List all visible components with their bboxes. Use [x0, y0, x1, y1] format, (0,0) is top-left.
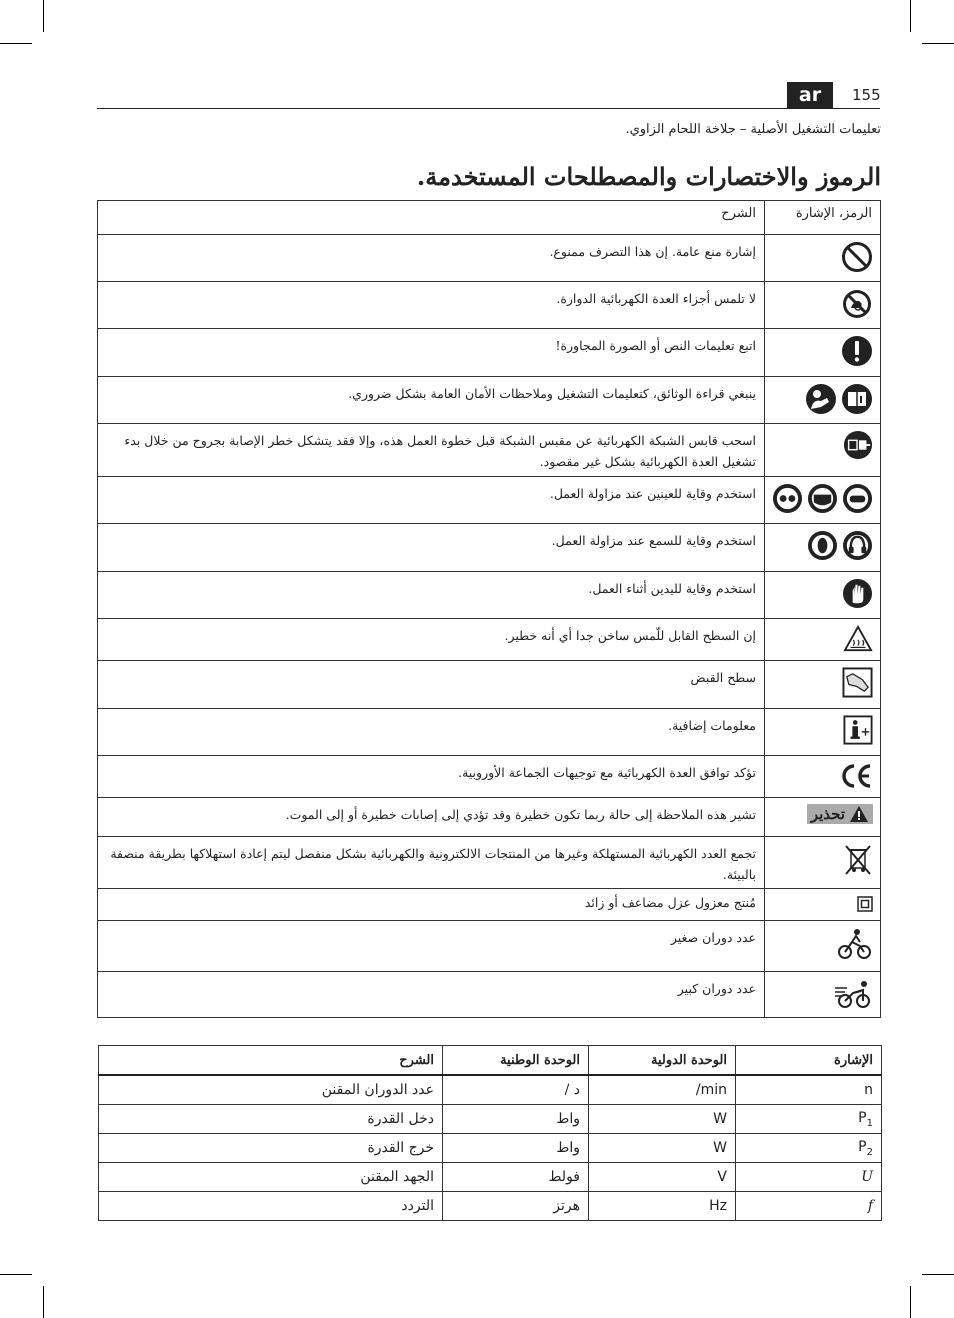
unit-national: هرتز	[443, 1192, 589, 1221]
row-text: استخدم وقاية للعينين عند مزاولة العمل.	[98, 477, 765, 524]
unit-sign-letter: P	[858, 1109, 867, 1126]
unit-intl: W	[589, 1105, 736, 1134]
eye-protection-icon	[772, 483, 803, 514]
row-text: معلومات إضافية.	[98, 709, 765, 756]
unit-sign-letter: U	[861, 1169, 873, 1185]
warning-badge	[807, 804, 873, 824]
unit-intl: V	[589, 1163, 736, 1192]
high-speed-icon	[833, 978, 873, 1010]
row-text: سطح القبض	[98, 661, 765, 709]
table-row	[98, 282, 881, 329]
row-text: عدد دوران صغير	[98, 921, 765, 972]
crop-mark	[910, 0, 911, 32]
unit-sign	[736, 1134, 882, 1163]
col-symbol-header: الرمز، الإشارة	[765, 201, 881, 235]
crop-mark	[922, 43, 954, 44]
warning-icon	[849, 805, 869, 823]
unit-national: د /	[443, 1075, 589, 1105]
unit-explanation: خرج القدرة	[99, 1134, 443, 1163]
ear-muffs-icon	[842, 530, 873, 561]
warning-badge-label: تحذير	[810, 805, 845, 823]
table-row	[98, 921, 881, 972]
unit-sign	[736, 1075, 882, 1105]
unit-sign	[736, 1105, 882, 1134]
row-text: تشير هذه الملاحظة إلى حالة ربما تكون خطيرة وقد تؤدي إلى إصابات خطيرة أو إلى الموت.	[98, 798, 765, 837]
grip-surface-icon	[842, 667, 873, 698]
table-row	[98, 972, 881, 1018]
unit-sign	[736, 1163, 882, 1192]
row-text: لا تلمس أجزاء العدة الكهربائية الدوارة.	[98, 282, 765, 329]
table-row	[98, 837, 881, 889]
table-row	[98, 661, 881, 709]
unit-sign-letter: P	[858, 1138, 867, 1155]
table-row	[98, 329, 881, 377]
col-sign-header: الإشارة	[736, 1046, 882, 1076]
crop-mark	[922, 1274, 954, 1275]
table-row	[98, 477, 881, 524]
unit-sign-letter: n	[864, 1082, 873, 1098]
unit-intl: W	[589, 1134, 736, 1163]
unplug-icon	[843, 430, 873, 460]
unit-national: واط	[443, 1105, 589, 1134]
exclamation-icon	[841, 335, 873, 367]
ce-mark-icon	[839, 762, 873, 790]
table-row	[99, 1134, 882, 1163]
table-row	[99, 1105, 882, 1134]
symbols-table	[97, 200, 881, 1018]
table-row	[98, 798, 881, 837]
unit-national: واط	[443, 1134, 589, 1163]
manual-book-icon	[841, 383, 873, 415]
row-text: ينبغي قراءة الوثائق، كتعليمات التشغيل وملاحظات الأمان العامة بشكل ضروري.	[98, 377, 765, 424]
no-touch-rotating-parts-icon	[841, 288, 873, 320]
symbols-table-header	[98, 201, 881, 235]
row-text: تجمع العدد الكهربائية المستهلكة وغيرها من المنتجات الالكترونية والكهربائية بشكل منفصل ليتم إعادة استهلاكها بطريقة منصفة بالبيئة.	[98, 837, 765, 889]
face-shield-icon	[807, 483, 838, 514]
unit-intl: /min	[589, 1075, 736, 1105]
table-row	[98, 572, 881, 619]
unit-explanation: التردد	[99, 1192, 443, 1221]
language-badge: ar	[787, 82, 833, 108]
page-number: 155	[852, 86, 881, 104]
unit-sign-letter: f	[867, 1198, 873, 1214]
table-row	[98, 709, 881, 756]
units-table-header	[99, 1046, 882, 1076]
double-insulation-icon	[857, 896, 873, 912]
crop-mark	[0, 1274, 32, 1275]
col-intl-unit-header: الوحدة الدولية	[589, 1046, 736, 1076]
hot-surface-icon	[843, 625, 873, 653]
crop-mark	[0, 43, 32, 44]
header-rule	[97, 108, 880, 109]
table-row	[98, 619, 881, 661]
table-row	[99, 1075, 882, 1105]
ear-protection-icon	[807, 530, 838, 561]
document-subtitle: تعليمات التشغيل الأصلية – جلاخة اللحام الزاوي.	[625, 122, 881, 137]
table-row	[99, 1163, 882, 1192]
units-table	[98, 1045, 882, 1221]
crop-mark	[43, 1286, 44, 1318]
low-speed-icon	[837, 927, 873, 961]
row-text: استخدم وقاية لليدين أثناء العمل.	[98, 572, 765, 619]
col-explanation-header: الشرح	[98, 201, 765, 235]
goggles-icon	[842, 483, 873, 514]
weee-bin-icon	[843, 843, 873, 877]
row-text: تؤكد توافق العدة الكهربائية مع توجيهات الجماعة الأوروبية.	[98, 756, 765, 798]
unit-sign	[736, 1192, 882, 1221]
unit-national: فولط	[443, 1163, 589, 1192]
table-row	[98, 889, 881, 921]
unit-explanation: عدد الدوران المقنن	[99, 1075, 443, 1105]
row-text: استخدم وقاية للسمع عند مزاولة العمل.	[98, 524, 765, 572]
table-row	[98, 235, 881, 282]
unit-explanation: دخل القدرة	[99, 1105, 443, 1134]
crop-mark	[43, 0, 44, 32]
unit-explanation: الجهد المقنن	[99, 1163, 443, 1192]
unit-sign-subscript: 1	[866, 1117, 873, 1129]
row-text: إن السطح القابل للّمس ساخن جدا أي أنه خطير.	[98, 619, 765, 661]
read-manual-icon	[805, 383, 837, 415]
col-explanation-header: الشرح	[99, 1046, 443, 1076]
row-text: اسحب قابس الشبكة الكهربائية عن مقبس الشبكة قبل خطوة العمل هذه، وإلا فقد يتشكل خطر الإصابة بجروح من خلال بدء تشغيل العدة الكهربائية بشكل غير مقصود.	[98, 424, 765, 477]
table-row	[98, 756, 881, 798]
row-text: عدد دوران كبير	[98, 972, 765, 1018]
info-icon	[843, 715, 873, 745]
row-text: اتبع تعليمات النص أو الصورة المجاورة!	[98, 329, 765, 377]
table-row	[99, 1192, 882, 1221]
section-title: الرموز والاختصارات والمصطلحات المستخدمة.	[416, 162, 881, 191]
hand-protection-icon	[842, 578, 873, 609]
table-row	[98, 424, 881, 477]
table-row	[98, 377, 881, 424]
unit-sign-subscript: 2	[866, 1146, 873, 1158]
row-text: مُنتج معزول عزل مضاعف أو زائد	[98, 889, 765, 921]
col-national-unit-header: الوحدة الوطنية	[443, 1046, 589, 1076]
row-text: إشارة منع عامة. إن هذا التصرف ممنوع.	[98, 235, 765, 282]
table-row	[98, 524, 881, 572]
prohibition-icon	[841, 241, 873, 273]
crop-mark	[910, 1286, 911, 1318]
unit-intl: Hz	[589, 1192, 736, 1221]
